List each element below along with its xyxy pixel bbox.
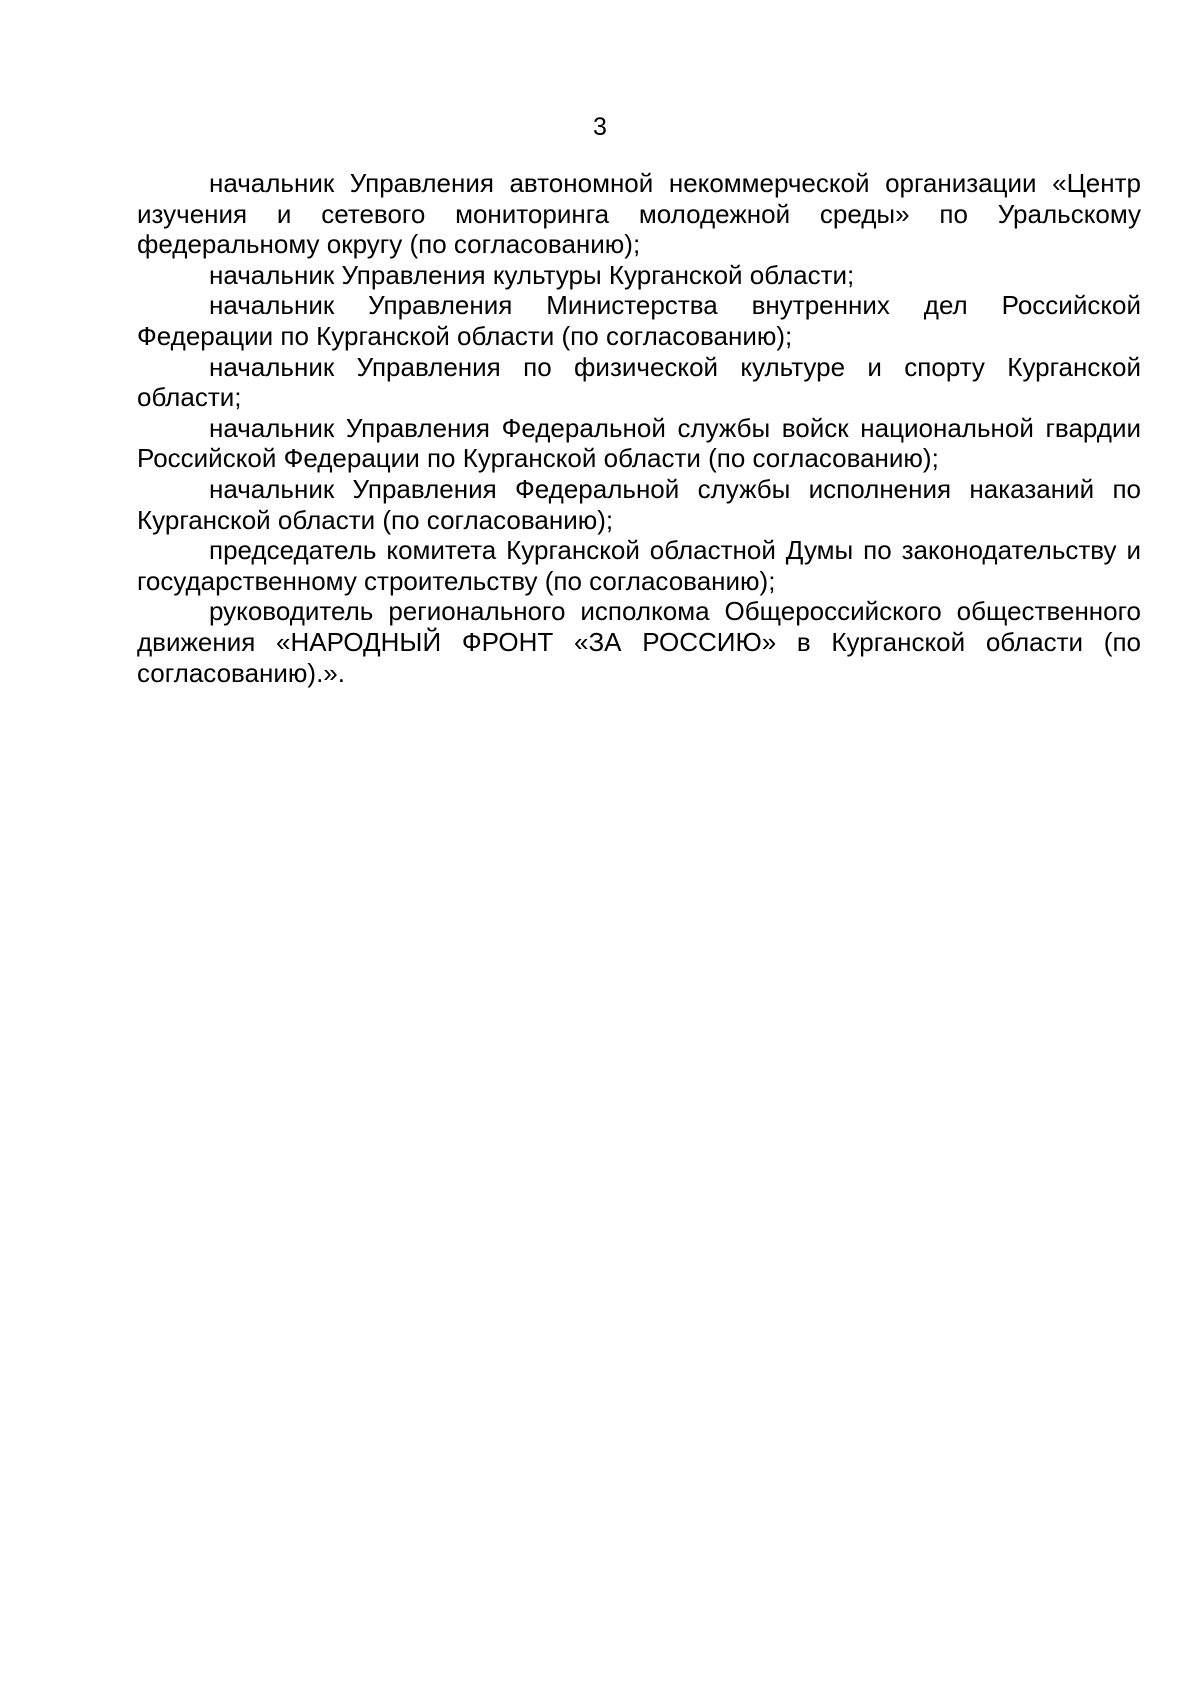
list-item: начальник Управления культуры Курганской области; bbox=[209, 259, 855, 290]
member-list bbox=[137, 168, 1141, 688]
list-item: начальник Управления Министерства внутренних дел Российской Федерации по Курганской области (по согласованию); bbox=[137, 290, 1141, 351]
list-item: начальник Управления Федеральной службы войск национальной гвардии Российской Федерации по Курганской области (по согласованию); bbox=[137, 412, 1141, 474]
page-number: 3 bbox=[593, 113, 607, 141]
list-item: начальник Управления автономной некоммерческой организации «Центр изучения и сетевого мониторинга молодежной среды» по Уральскому федеральному округу (по согласованию); bbox=[137, 168, 1141, 260]
list-item: начальник Управления по физической культуре и спорту Курганской области; bbox=[137, 351, 1141, 413]
list-item: руководитель регионального исполкома Общероссийского общественного движения «НАРОДНЫЙ ФРОНТ «ЗА РОССИЮ» в Курганской области (по согласованию).». bbox=[137, 596, 1141, 688]
list-item: председатель комитета Курганской областной Думы по законодательству и государственному строительству (по согласованию); bbox=[137, 535, 1141, 596]
list-item: начальник Управления Федеральной службы исполнения наказаний по Курганской области (по согласованию); bbox=[137, 473, 1141, 535]
